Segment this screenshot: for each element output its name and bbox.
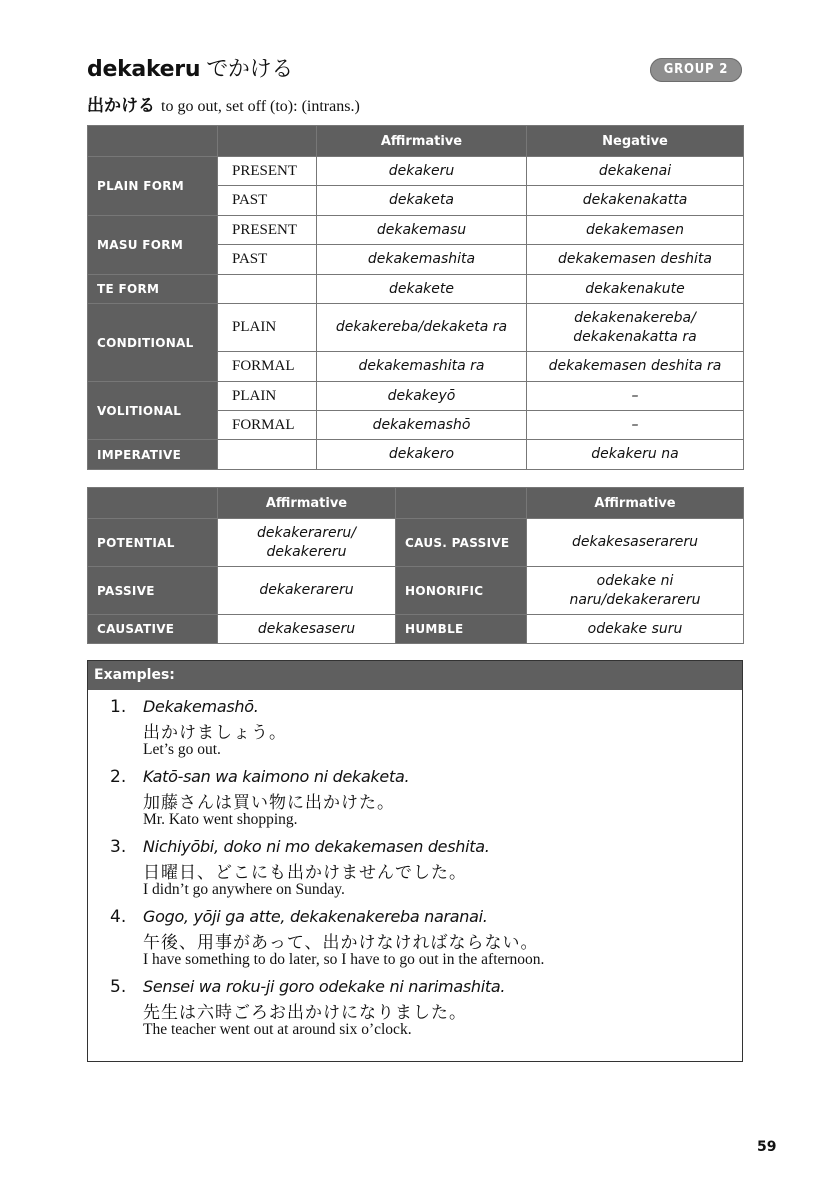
verb-definition: to go out, set off (to): (intrans.): [161, 98, 360, 115]
header-cell-empty: [88, 488, 218, 519]
honorific-value: [527, 567, 744, 615]
honorific-value-line1: odekake ni: [596, 572, 674, 589]
verb-title: [87, 52, 293, 83]
header-negative: Negative: [527, 126, 744, 157]
subform-label: [218, 440, 317, 470]
header-cell-empty: [88, 126, 218, 157]
example-romaji: Gogo, yōji ga atte, dekakenakereba naranai.: [143, 907, 488, 926]
verb-kanji: 出かける: [87, 96, 155, 116]
example-number: 3.: [110, 837, 127, 857]
example-english: I didn’t go anywhere on Sunday.: [143, 881, 345, 898]
subform-label: [218, 275, 317, 304]
example-romaji: Sensei wa roku-ji goro odekake ni narimashita.: [143, 977, 506, 996]
form-label-volitional: VOLITIONAL: [88, 382, 218, 440]
example-item: [88, 765, 742, 835]
negative-value: dekakemasen: [527, 216, 744, 245]
negative-value: dekakeru na: [527, 440, 744, 470]
affirmative-value: dekakete: [317, 275, 527, 304]
group-badge: GROUP 2: [650, 58, 742, 82]
examples-box: [87, 660, 743, 1062]
negative-value: dekakenai: [527, 157, 744, 186]
example-japanese: 午後、用事があって、出かけなければならない。: [143, 933, 539, 953]
negative-value: dekakemasen deshita: [527, 245, 744, 275]
examples-list: [88, 695, 742, 1045]
example-english: I have something to do later, so I have to go out in the afternoon.: [143, 951, 545, 968]
humble-value: odekake suru: [527, 615, 744, 644]
affirmative-value: dekakeru: [317, 157, 527, 186]
subform-label: PRESENT: [218, 216, 317, 245]
example-item: [88, 695, 742, 765]
example-japanese: 出かけましょう。: [143, 723, 287, 743]
affirmative-value: dekaketa: [317, 186, 527, 216]
caus-passive-value: dekakesaserareru: [527, 519, 744, 567]
example-number: 4.: [110, 907, 127, 927]
header-affirmative: Affirmative: [317, 126, 527, 157]
form-label-conditional: CONDITIONAL: [88, 304, 218, 382]
verb-romaji: dekakeru: [87, 57, 201, 82]
example-romaji: Nichiyōbi, doko ni mo dekakemasen deshita.: [143, 837, 490, 856]
negative-value: [527, 304, 744, 352]
negative-value: –: [527, 382, 744, 411]
form-label-caus-passive: CAUS. PASSIVE: [396, 519, 527, 567]
subform-label: PRESENT: [218, 157, 317, 186]
form-label-honorific: HONORIFIC: [396, 567, 527, 615]
example-number: 5.: [110, 977, 127, 997]
form-label-passive: PASSIVE: [88, 567, 218, 615]
examples-heading: Examples:: [88, 661, 742, 690]
subform-label: FORMAL: [218, 352, 317, 382]
form-label-imperative: IMPERATIVE: [88, 440, 218, 470]
negative-value: dekakenakute: [527, 275, 744, 304]
affirmative-value: dekakemashita: [317, 245, 527, 275]
header-cell-empty: [396, 488, 527, 519]
header-cell-empty: [218, 126, 317, 157]
subform-label: PLAIN: [218, 304, 317, 352]
potential-value-line2: dekakereru: [266, 543, 347, 560]
header-affirmative: Affirmative: [527, 488, 744, 519]
example-romaji: Katō-san wa kaimono ni dekaketa.: [143, 767, 410, 786]
subform-label: FORMAL: [218, 411, 317, 440]
affirmative-value: dekakereba/dekaketa ra: [317, 304, 527, 352]
example-japanese: 日曜日、どこにも出かけませんでした。: [143, 863, 467, 883]
example-item: [88, 905, 742, 975]
example-english: The teacher went out at around six o’clock.: [143, 1021, 412, 1038]
causative-value: dekakesaseru: [218, 615, 396, 644]
honorific-value-line2: naru/dekakerareru: [569, 591, 701, 608]
negative-value: dekakenakatta: [527, 186, 744, 216]
negative-value-line2: dekakenakatta ra: [573, 328, 697, 345]
form-label-masu: MASU FORM: [88, 216, 218, 275]
affirmative-value: dekakemasu: [317, 216, 527, 245]
affirmative-value: dekakeyō: [317, 382, 527, 411]
conjugation-table: [87, 125, 744, 470]
example-english: Let’s go out.: [143, 741, 221, 758]
verb-kana: でかける: [206, 57, 294, 82]
potential-value-line1: dekakerareru/: [257, 524, 356, 541]
form-label-humble: HUMBLE: [396, 615, 527, 644]
example-number: 1.: [110, 697, 127, 717]
example-english: Mr. Kato went shopping.: [143, 811, 298, 828]
example-item: [88, 835, 742, 905]
affirmative-value: dekakemashō: [317, 411, 527, 440]
example-japanese: 加藤さんは買い物に出かけた。: [143, 793, 395, 813]
example-number: 2.: [110, 767, 127, 787]
example-item: [88, 975, 742, 1045]
potential-value: [218, 519, 396, 567]
affirmative-value: dekakemashita ra: [317, 352, 527, 382]
subform-label: PAST: [218, 245, 317, 275]
form-label-plain: PLAIN FORM: [88, 157, 218, 216]
form-label-potential: POTENTIAL: [88, 519, 218, 567]
subform-label: PAST: [218, 186, 317, 216]
derived-forms-table: [87, 487, 744, 644]
form-label-te: TE FORM: [88, 275, 218, 304]
negative-value-line1: dekakenakereba/: [574, 309, 696, 326]
page-number: 59: [757, 1139, 777, 1155]
affirmative-value: dekakero: [317, 440, 527, 470]
subform-label: PLAIN: [218, 382, 317, 411]
negative-value: –: [527, 411, 744, 440]
example-japanese: 先生は六時ごろお出かけになりました。: [143, 1003, 467, 1023]
verb-subtitle: [87, 91, 360, 116]
form-label-causative: CAUSATIVE: [88, 615, 218, 644]
passive-value: dekakerareru: [218, 567, 396, 615]
negative-value: dekakemasen deshita ra: [527, 352, 744, 382]
example-romaji: Dekakemashō.: [143, 697, 259, 716]
header-affirmative: Affirmative: [218, 488, 396, 519]
